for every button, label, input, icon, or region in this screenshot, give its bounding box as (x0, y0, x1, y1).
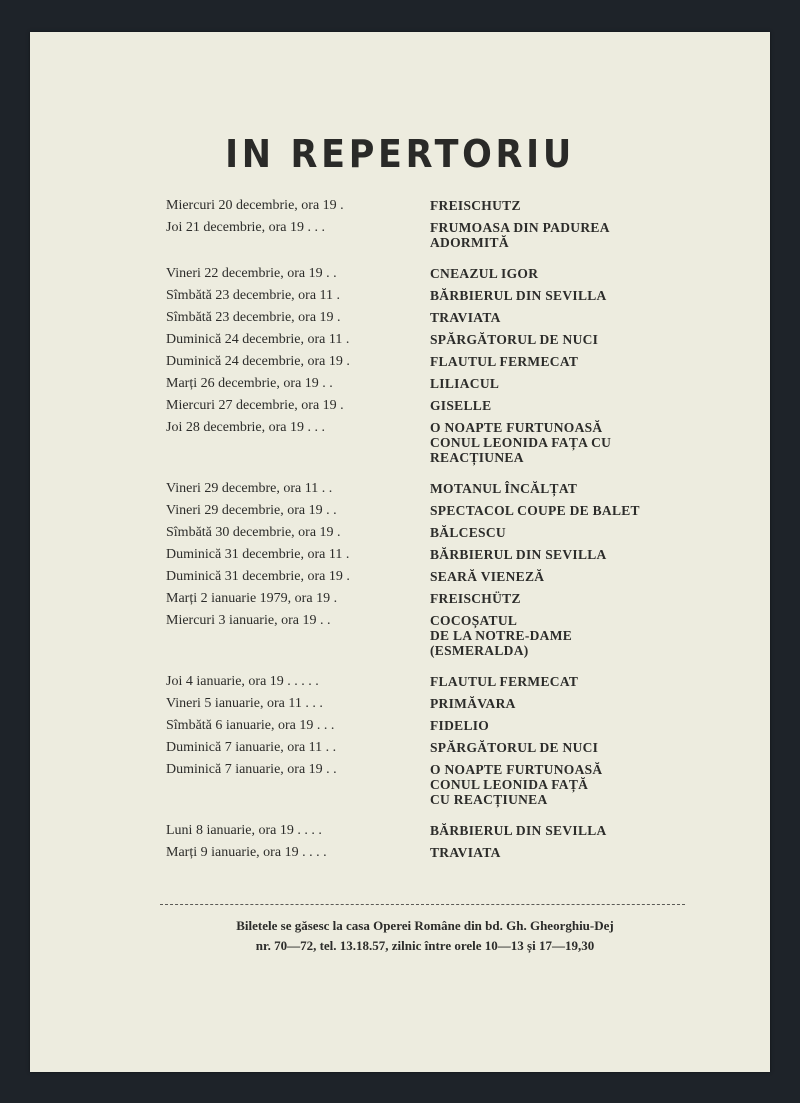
performance-title-line: CONUL LEONIDA FAȚA CU (430, 435, 612, 450)
ticket-info (160, 916, 690, 956)
performance-title-line: MOTANUL ÎNCĂLȚAT (430, 481, 578, 496)
performance-date: Vineri 5 ianuarie, ora 11 . . . (166, 696, 323, 711)
schedule-row (166, 547, 686, 563)
schedule-row (166, 398, 686, 414)
performance-title (430, 762, 686, 807)
performance-date: Sîmbătă 23 decembrie, ora 19 . (166, 310, 341, 325)
schedule-row (166, 613, 686, 658)
performance-date: Joi 21 decembrie, ora 19 . . . (166, 220, 326, 235)
schedule-row (166, 591, 686, 607)
performance-title-line: TRAVIATA (430, 845, 501, 860)
performance-date: Duminică 7 ianuarie, ora 19 . . (166, 762, 337, 777)
performance-date: Duminică 24 decembrie, ora 19 . (166, 354, 350, 369)
performance-title (430, 674, 686, 689)
performance-title-line: DE LA NOTRE-DAME (430, 628, 573, 643)
performance-title (430, 376, 686, 391)
schedule-row (166, 310, 686, 326)
performance-title (430, 288, 686, 303)
schedule-row (166, 220, 686, 250)
performance-title (430, 569, 686, 584)
schedule-row (166, 845, 686, 861)
performance-title (430, 266, 686, 281)
ticket-info-line-2: nr. 70—72, tel. 13.18.57, zilnic între orele 10—13 și 17—19,30 (255, 938, 595, 953)
performance-title (430, 198, 686, 213)
performance-title-line: FLAUTUL FERMECAT (430, 354, 579, 369)
schedule-row (166, 481, 686, 497)
performance-title-line: SPĂRGĂTORUL DE NUCI (430, 740, 599, 755)
performance-title (430, 696, 686, 711)
performance-title (430, 398, 686, 413)
schedule-list (166, 198, 686, 867)
performance-title-line: BĂRBIERUL DIN SEVILLA (430, 823, 607, 838)
performance-date: Duminică 31 decembrie, ora 19 . (166, 569, 350, 584)
schedule-row (166, 266, 686, 282)
schedule-row (166, 674, 686, 690)
performance-title-line: FREISCHÜTZ (430, 591, 521, 606)
performance-title (430, 823, 686, 838)
performance-title-line: PRIMĂVARA (430, 696, 516, 711)
performance-date: Miercuri 20 decembrie, ora 19 . (166, 198, 344, 213)
schedule-row (166, 740, 686, 756)
performance-title-line: SEARĂ VIENEZĂ (430, 569, 545, 584)
performance-date: Miercuri 27 decembrie, ora 19 . (166, 398, 344, 413)
performance-title (430, 420, 686, 465)
performance-title-line: FREISCHUTZ (430, 198, 521, 213)
performance-title (430, 220, 686, 250)
performance-title-line: CU REACȚIUNEA (430, 792, 548, 807)
performance-title-line: BĂRBIERUL DIN SEVILLA (430, 288, 607, 303)
performance-title-line: SPĂRGĂTORUL DE NUCI (430, 332, 599, 347)
performance-date: Marți 9 ianuarie, ora 19 . . . . (166, 845, 327, 860)
schedule-row (166, 376, 686, 392)
performance-title-line: O NOAPTE FURTUNOASĂ (430, 420, 603, 435)
divider (160, 904, 685, 905)
performance-date: Luni 8 ianuarie, ora 19 . . . . (166, 823, 322, 838)
performance-date: Vineri 29 decembre, ora 11 . . (166, 481, 333, 496)
performance-title (430, 591, 686, 606)
performance-title-line: COCOȘATUL (430, 613, 518, 628)
schedule-row (166, 525, 686, 541)
performance-title-line: FIDELIO (430, 718, 490, 733)
ticket-info-line-1: Biletele se găsesc la casa Operei Române din bd. Gh. Gheorghiu-Dej (236, 918, 614, 933)
schedule-row (166, 762, 686, 807)
performance-title-line: LILIACUL (430, 376, 500, 391)
performance-title (430, 613, 686, 658)
schedule-row (166, 503, 686, 519)
schedule-row (166, 696, 686, 712)
performance-title (430, 503, 686, 518)
schedule-row (166, 718, 686, 734)
program-sheet (30, 32, 770, 1072)
schedule-row (166, 420, 686, 465)
performance-date: Joi 4 ianuarie, ora 19 . . . . . (166, 674, 319, 689)
performance-date: Sîmbătă 23 decembrie, ora 11 . (166, 288, 341, 303)
performance-title (430, 525, 686, 540)
performance-title-line: REACȚIUNEA (430, 450, 524, 465)
performance-date: Vineri 22 decembrie, ora 19 . . (166, 266, 337, 281)
schedule-row (166, 288, 686, 304)
performance-date: Joi 28 decembrie, ora 19 . . . (166, 420, 326, 435)
page-title: IN REPERTORIU (225, 132, 575, 176)
performance-title-line: GISELLE (430, 398, 492, 413)
performance-title-line: ADORMITĂ (430, 235, 509, 250)
performance-title (430, 740, 686, 755)
performance-title (430, 481, 686, 496)
performance-date: Marți 26 decembrie, ora 19 . . (166, 376, 333, 391)
performance-title (430, 845, 686, 860)
schedule-row (166, 823, 686, 839)
schedule-row (166, 332, 686, 348)
performance-date: Vineri 29 decembrie, ora 19 . . (166, 503, 337, 518)
performance-title (430, 354, 686, 369)
performance-date: Duminică 7 ianuarie, ora 11 . . (166, 740, 337, 755)
schedule-row (166, 354, 686, 370)
performance-title-line: TRAVIATA (430, 310, 501, 325)
performance-title-line: FLAUTUL FERMECAT (430, 674, 579, 689)
performance-title (430, 332, 686, 347)
performance-title-line: BĂLCESCU (430, 525, 506, 540)
performance-date: Sîmbătă 30 decembrie, ora 19 . (166, 525, 341, 540)
performance-date: Miercuri 3 ianuarie, ora 19 . . (166, 613, 331, 628)
performance-title-line: CNEAZUL IGOR (430, 266, 539, 281)
performance-title-line: CONUL LEONIDA FAȚĂ (430, 777, 589, 792)
schedule-row (166, 569, 686, 585)
performance-title (430, 547, 686, 562)
performance-date: Marți 2 ianuarie 1979, ora 19 . (166, 591, 338, 606)
performance-title-line: SPECTACOL COUPE DE BALET (430, 503, 640, 518)
performance-date: Duminică 31 decembrie, ora 11 . (166, 547, 350, 562)
performance-title-line: (ESMERALDA) (430, 643, 529, 658)
performance-title-line: O NOAPTE FURTUNOASĂ (430, 762, 603, 777)
performance-title-line: BĂRBIERUL DIN SEVILLA (430, 547, 607, 562)
performance-title (430, 310, 686, 325)
performance-date: Duminică 24 decembrie, ora 11 . (166, 332, 350, 347)
performance-title (430, 718, 686, 733)
schedule-row (166, 198, 686, 214)
performance-date: Sîmbătă 6 ianuarie, ora 19 . . . (166, 718, 335, 733)
performance-title-line: FRUMOASA DIN PADUREA (430, 220, 610, 235)
